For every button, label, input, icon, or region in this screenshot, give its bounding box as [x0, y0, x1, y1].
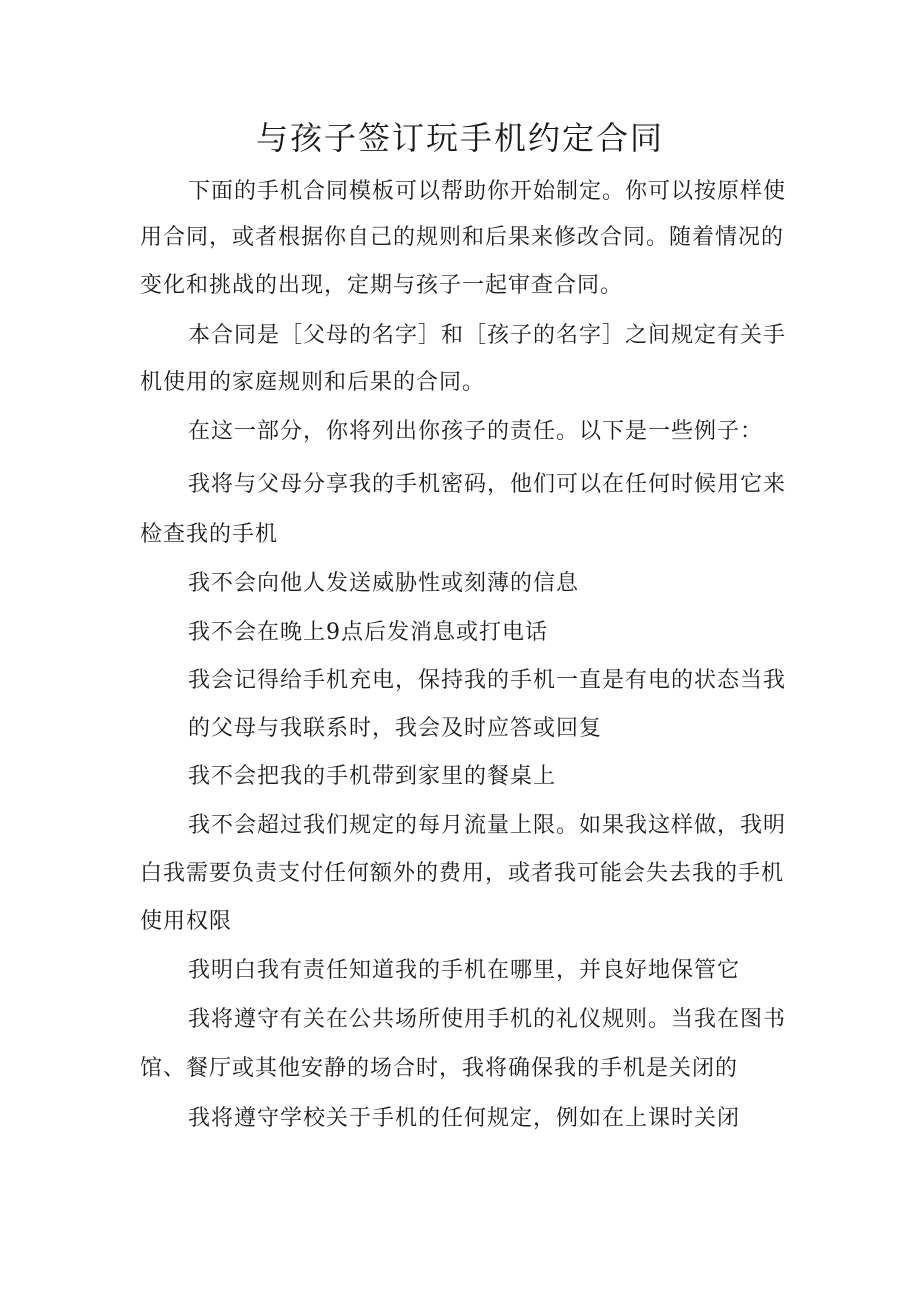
- paragraph-line: 我不会超过我们规定的每月流量上限。如果我这样做，我明: [188, 813, 787, 838]
- paragraph-line: 我将遵守有关在公共场所使用手机的礼仪规则。当我在图书: [188, 1007, 787, 1032]
- paragraph-line: 变化和挑战的出现，定期与孩子一起审查合同。: [140, 273, 624, 298]
- paragraph-line: 使用权限: [140, 909, 233, 934]
- paragraph-line: 检查我的手机: [140, 522, 279, 547]
- paragraph-line: 机使用的家庭规则和后果的合同。: [140, 370, 486, 395]
- paragraph-line: 我不会在晚上9点后发消息或打电话: [188, 620, 548, 645]
- paragraph-line: 馆、餐厅或其他安静的场合时，我将确保我的手机是关闭的: [140, 1056, 739, 1081]
- paragraph-line: 我将遵守学校关于手机的任何规定，例如在上课时关闭: [188, 1106, 741, 1131]
- paragraph-line: 下面的手机合同模板可以帮助你开始制定。你可以按原样使: [188, 179, 787, 204]
- paragraph-line: 我不会向他人发送威胁性或刻薄的信息: [188, 571, 580, 596]
- paragraph-line: 我将与父母分享我的手机密码，他们可以在任何时候用它来: [188, 472, 787, 497]
- paragraph-line: 用合同，或者根据你自己的规则和后果来修改合同。随着情况的: [140, 225, 785, 250]
- paragraph-line: 我明白我有责任知道我的手机在哪里，并良好地保管它: [188, 958, 741, 983]
- paragraph-line: 的父母与我联系时，我会及时应答或回复: [188, 716, 603, 741]
- paragraph-line: 白我需要负责支付任何额外的费用，或者我可能会失去我的手机: [140, 861, 785, 886]
- paragraph-line: 本合同是［父母的名字］和［孩子的名字］之间规定有关手: [188, 323, 787, 348]
- document-title: 与孩子签订玩手机约定合同: [255, 119, 664, 157]
- paragraph-line: 我不会把我的手机带到家里的餐桌上: [188, 764, 557, 789]
- paragraph-line: 我会记得给手机充电，保持我的手机一直是有电的状态当我: [188, 668, 787, 693]
- paragraph-line: 在这一部分，你将列出你孩子的责任。以下是一些例子：: [188, 419, 764, 444]
